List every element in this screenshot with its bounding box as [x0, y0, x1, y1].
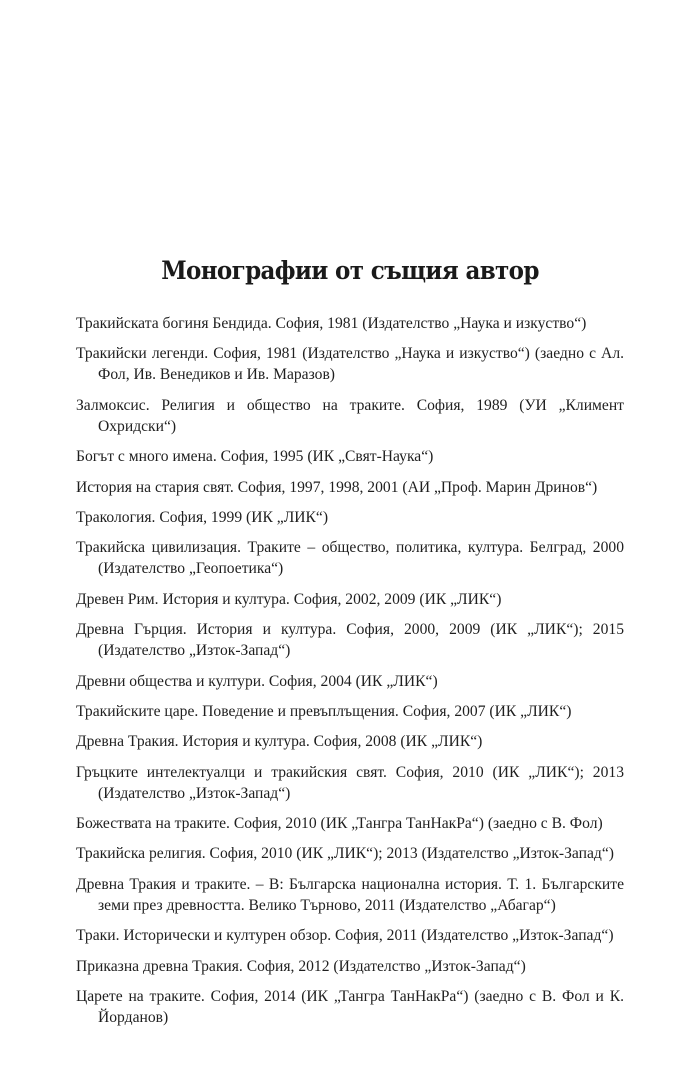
list-item: Древни общества и култури. София, 2004 (ИК „ЛИК“): [76, 672, 438, 690]
list-item: История на стария свят. София, 1997, 1998, 2001 (АИ „Проф. Марин Дринов“): [76, 478, 598, 496]
list-item: Приказна древна Тракия. София, 2012 (Издателство „Изток-Запад“): [76, 957, 526, 975]
list-item: Богът с много имена. София, 1995 (ИК „Свят-Наука“): [76, 448, 434, 466]
list-item: Древна Гърция. История и култура. София, 2000, 2009 (ИК „ЛИК“); 2015 (Издателство „Изток-Запад“): [76, 621, 624, 660]
list-item: Тракийска цивилизация. Траките – общество, политика, култура. Белград, 2000 (Издателство „Геопоетика“): [76, 539, 624, 578]
list-item: Царете на траките. София, 2014 (ИК „Тангра ТанНакРа“) (заедно с В. Фол и К. Йорданов): [76, 988, 624, 1027]
list-item: Траки. Исторически и културен обзор. София, 2011 (Издателство „Изток-Запад“): [76, 927, 614, 945]
list-item: Тракийски легенди. София, 1981 (Издателство „Наука и изкуство“) (заедно с Ал. Фол, Ив. Венедиков и Ив. Маразов): [76, 345, 624, 384]
list-item: Залмоксис. Религия и общество на траките. София, 1989 (УИ „Климент Охридски“): [76, 396, 624, 435]
list-item: Тракийските царе. Поведение и превъплъщения. София, 2007 (ИК „ЛИК“): [76, 702, 572, 720]
list-item: Древна Тракия и траките. – В: Българска национална история. Т. 1. Българските земи през древността. Велико Търново, 2011 (Издателство „Абагар“): [76, 875, 624, 914]
list-item: Божествата на траките. София, 2010 (ИК „Тангра ТанНакРа“) (заедно с В. Фол): [76, 815, 603, 833]
list-item: Древен Рим. История и култура. София, 2002, 2009 (ИК „ЛИК“): [76, 590, 502, 608]
list-item: Тракийска религия. София, 2010 (ИК „ЛИК“); 2013 (Издателство „Изток-Запад“): [76, 845, 614, 863]
monograph-list: [76, 313, 624, 1037]
list-item: Гръцките интелектуалци и тракийския свят. София, 2010 (ИК „ЛИК“); 2013 (Издателство „Изток-Запад“): [76, 763, 624, 802]
list-item: Тракийската богиня Бендида. София, 1981 (Издателство „Наука и изкуство“): [76, 315, 587, 332]
page-title: Монографии от същия автор: [161, 256, 539, 285]
list-item: Древна Тракия. История и култура. София, 2008 (ИК „ЛИК“): [76, 733, 483, 751]
list-item: Тракология. София, 1999 (ИК „ЛИК“): [76, 508, 329, 526]
